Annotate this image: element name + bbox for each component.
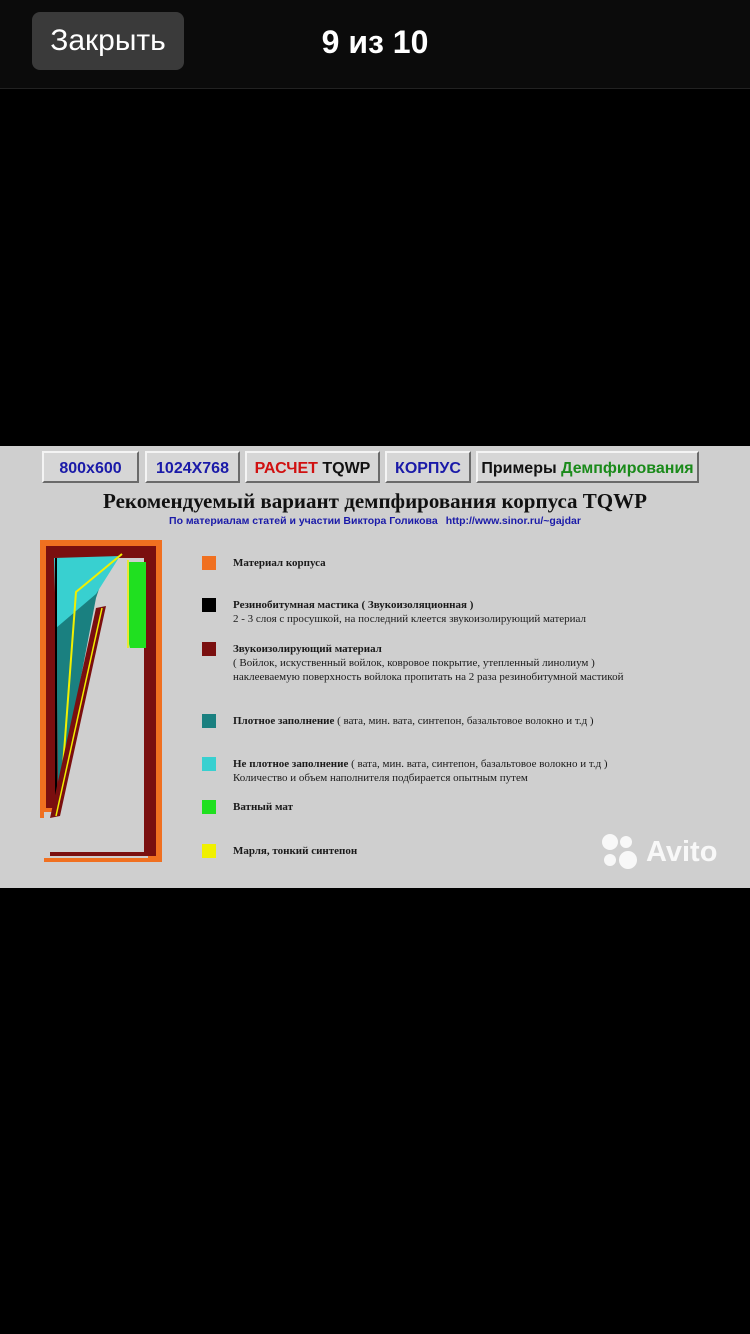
legend-text [233,556,738,570]
legend [202,446,742,888]
legend-desc: ( вата, мин. вата, синтепон, базальтовое волокно и т.д ) [337,715,594,727]
legend-swatch [202,844,216,858]
subtitle-text: По материалам статей и участии Виктора Голикова [169,515,438,527]
legend-text [233,714,738,728]
avito-logo-icon [600,832,640,872]
legend-swatch [202,757,216,771]
nav-button-label-green: Демпфирования [561,460,694,477]
legend-title: Материал корпуса [233,557,326,569]
legend-swatch [202,598,216,612]
legend-title: Марля, тонкий синтепон [233,845,358,857]
legend-title: Резинобитумная мастика ( Звукоизоляционная ) [233,599,474,611]
viewer-top-bar [0,0,750,89]
image-counter: 9 из 10 [321,24,429,60]
nav-button-label: 800x600 [59,460,122,477]
legend-desc-2: наклееваемую поверхность войлока пропитать на 2 раза резинобитумной мастикой [233,671,624,683]
legend-swatch [202,642,216,656]
nav-button-label: КОРПУС [395,460,461,477]
avito-watermark [600,832,740,872]
legend-text [233,757,738,785]
avito-wordmark: Avito [646,836,718,868]
source-link[interactable]: http://www.sinor.ru/~gajdar [445,515,581,527]
legend-swatch [202,714,216,728]
nav-button-label-red: РАСЧЕТ [254,460,318,477]
close-button[interactable]: Закрыть [32,12,184,70]
enclosure-diagram [36,536,166,866]
page-title: Рекомендуемый вариант демпфирования корпуса TQWP [103,489,647,513]
legend-swatch [202,556,216,570]
legend-desc-2: Количество и объем наполнителя подбирается опытным путем [233,772,528,784]
legend-text [233,598,738,626]
legend-text [233,642,738,684]
batting-mat [129,562,146,648]
legend-title: Не плотное заполнение [233,758,349,770]
legend-title: Звукоизолирующий материал [233,643,382,655]
legend-desc: 2 - 3 слоя с просушкой, на последний клеется звукоизолирующий материал [233,613,587,625]
nav-button-800x600[interactable] [42,451,139,483]
gallery-image[interactable] [0,446,750,888]
legend-desc: ( Войлок, искуственный войлок, ковровое покрытие, утепленный линолиум ) [233,657,595,669]
legend-desc: ( вата, мин. вата, синтепон, базальтовое волокно и т.д ) [351,758,608,770]
nav-button-label-black: Примеры [481,460,557,477]
legend-title: Ватный мат [233,801,294,813]
legend-title: Плотное заполнение [233,715,335,727]
legend-swatch [202,800,216,814]
legend-text [233,800,738,814]
nav-button-label: 1024X768 [156,460,229,477]
nav-button-label-black: TQWP [322,460,371,477]
